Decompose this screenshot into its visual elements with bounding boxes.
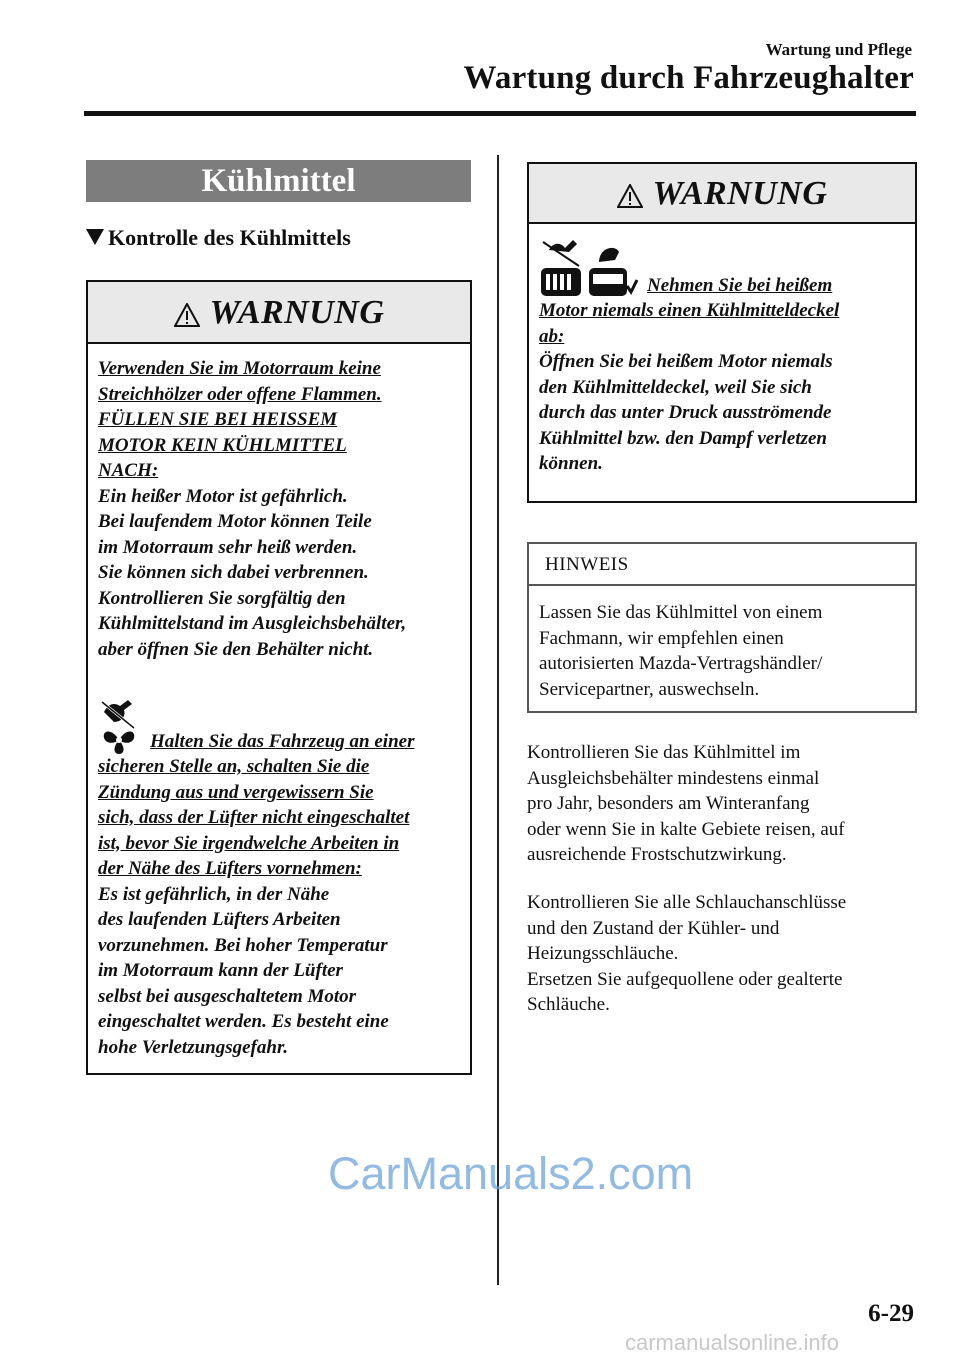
warning-line: hohe Verletzungsgefahr. [98, 1036, 289, 1058]
warning-heading [88, 282, 470, 344]
fan-warning-first-line [98, 698, 460, 754]
page-number: 6-29 [868, 1300, 914, 1327]
warning-heading-text: WARNUNG [209, 294, 385, 331]
paragraph-line: oder wenn Sie in kalte Gebiete reisen, auf [527, 818, 845, 840]
paragraph-line: Ausgleichsbehälter mindestens einmal [527, 767, 820, 789]
warning-line: aber öffnen Sie den Behälter nicht. [98, 638, 374, 660]
warning-line: Es ist gefährlich, in der Nähe [98, 883, 330, 905]
warning-line: eingeschaltet werden. Es besteht eine [98, 1011, 389, 1032]
warning-line: ist, bevor Sie irgendwelche Arbeiten in [98, 832, 400, 854]
warning-line: im Motorraum sehr heiß werden. [98, 536, 358, 558]
warning-line: Kontrollieren Sie sorgfältig den [98, 587, 346, 609]
watermark: CarManuals2.com [328, 1148, 694, 1199]
warning-body-right [529, 224, 915, 477]
warning-line: sich, dass der Lüfter nicht eingeschaltet [98, 807, 410, 828]
paragraph-line: Ersetzen Sie aufgequollene oder gealterte [527, 968, 843, 990]
paragraph-inspection [527, 740, 927, 868]
warning-line: des laufenden Lüfters Arbeiten [98, 909, 341, 930]
paragraph-line: Kontrollieren Sie das Kühlmittel im [527, 742, 801, 763]
warning-line: vorzunehmen. Bei hoher Temperatur [98, 934, 388, 956]
warning-line: im Motorraum kann der Lüfter [98, 960, 343, 981]
warning-body-left [88, 344, 470, 1060]
warning-line: FÜLLEN SIE BEI HEISSEM [98, 409, 338, 430]
warning-triangle-icon [174, 303, 200, 327]
warning-heading [529, 164, 915, 224]
paragraph-line: Heizungsschläuche. [527, 943, 679, 964]
coolant-warning-first-line [539, 238, 905, 298]
chapter-label: Wartung und Pflege [765, 40, 912, 59]
warning-line: Sie können sich dabei verbrennen. [98, 562, 369, 583]
paragraph-line: und den Zustand der Kühler- und [527, 917, 780, 939]
paragraph-line: Schläuche. [527, 994, 610, 1015]
note-box [527, 542, 917, 713]
warning-line: Ein heißer Motor ist gefährlich. [98, 485, 348, 507]
note-heading: HINWEIS [529, 544, 915, 586]
page-title: Wartung durch Fahrzeughalter [463, 60, 914, 96]
warning-line: ab: [539, 325, 565, 347]
paragraph-line: ausreichende Frostschutzwirkung. [527, 844, 787, 865]
note-body [529, 586, 915, 702]
warning-line: Öffnen Sie bei heißem Motor niemals [539, 351, 833, 372]
warning-box-left [86, 280, 472, 1075]
note-line: Fachmann, wir empfehlen einen [539, 627, 784, 649]
warning-line: MOTOR KEIN KÜHLMITTEL [98, 434, 347, 456]
note-line: Lassen Sie das Kühlmittel von einem [539, 602, 823, 623]
warning-line: Kühlmittel bzw. den Dampf verletzen [539, 427, 827, 449]
warning-box-right [527, 162, 917, 503]
warning-line: den Kühlmitteldeckel, weil Sie sich [539, 376, 812, 398]
header-rule [84, 111, 916, 116]
warning-line: Kühlmittelstand im Ausgleichsbehälter, [98, 613, 407, 634]
warning-triangle-icon [617, 184, 643, 208]
paragraph-line: pro Jahr, besonders am Winteranfang [527, 793, 810, 814]
warning-heading-text: WARNUNG [652, 175, 828, 212]
fan-hand-icon [98, 698, 140, 754]
subheading [86, 225, 351, 251]
warning-line: NACH: [98, 460, 159, 481]
note-line: Servicepartner, auswechseln. [539, 678, 760, 700]
warning-line: Halten Sie das Fahrzeug an einer [150, 730, 415, 752]
note-line: autorisierten Mazda-Vertragshändler/ [539, 653, 823, 674]
warning-line: Zündung aus und vergewissern Sie [98, 781, 374, 803]
triangle-marker-icon [86, 229, 104, 245]
warning-line: Streichhölzer oder offene Flammen. [98, 383, 382, 405]
warning-line: sicheren Stelle an, schalten Sie die [98, 756, 370, 777]
warning-line: der Nähe des Lüfters vornehmen: [98, 858, 362, 879]
warning-line: durch das unter Druck ausströmende [539, 402, 832, 423]
warning-line: Bei laufendem Motor können Teile [98, 511, 372, 532]
subheading-text: Kontrolle des Kühlmittels [108, 225, 351, 250]
warning-line: Verwenden Sie im Motorraum keine [98, 358, 381, 379]
warning-line: können. [539, 453, 603, 474]
coolant-reservoir-icon [539, 238, 639, 298]
warning-line: Motor niemals einen Kühlmitteldeckel [539, 300, 840, 321]
warning-line: Nehmen Sie bei heißem [647, 274, 833, 296]
warning-line: selbst bei ausgeschaltetem Motor [98, 985, 357, 1007]
column-divider [497, 155, 499, 1285]
section-title: Kühlmittel [86, 160, 471, 202]
paragraph-hoses [527, 890, 927, 1018]
paragraph-line: Kontrollieren Sie alle Schlauchanschlüsse [527, 892, 847, 913]
footer-site-link[interactable]: carmanualsonline.info [625, 1330, 840, 1355]
